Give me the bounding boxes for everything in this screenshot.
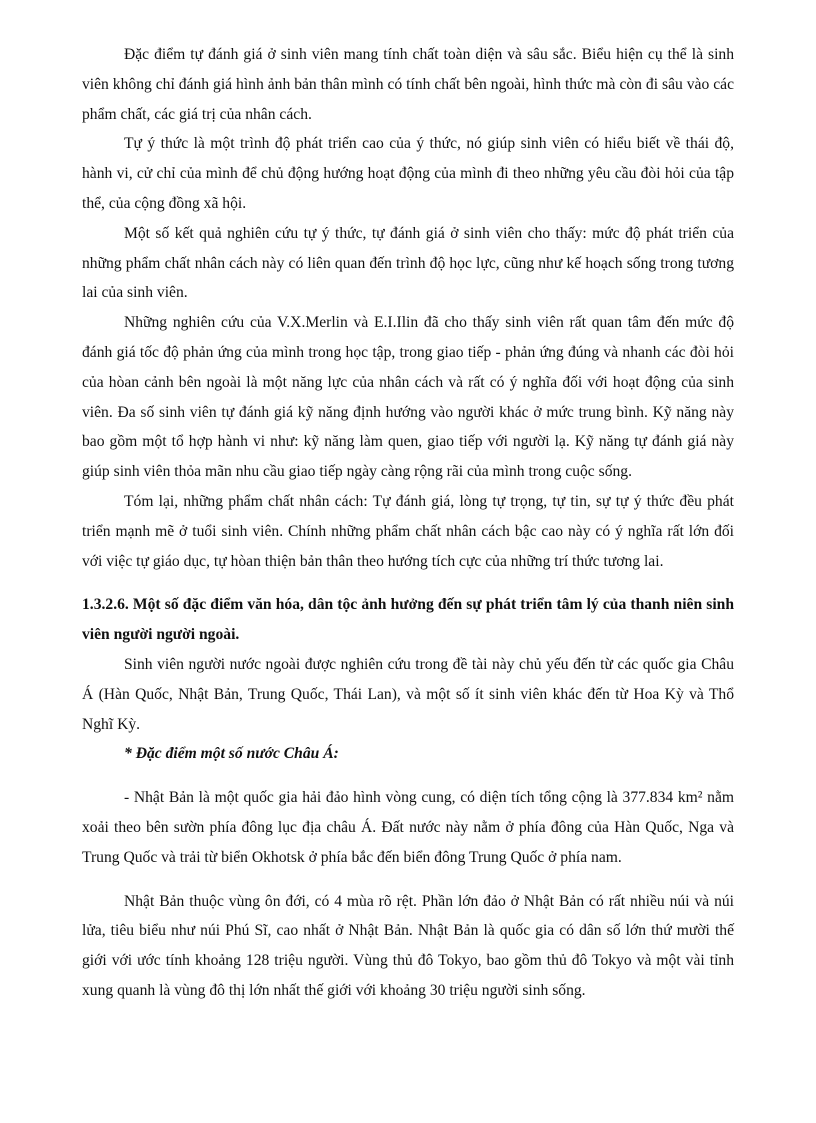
paragraph-research-results: Một số kết quả nghiên cứu tự ý thức, tự đánh giá ở sinh viên cho thấy: mức độ phát triển của những phẩm chất nhân cách này có liên quan đến trình độ học lực, cũng như kế hoạch sống trong tương lai của sinh viên. — [82, 224, 734, 302]
subheading-asian-countries: * Đặc điểm một số nước Châu Á: — [124, 745, 339, 763]
paragraph-self-awareness: Tự ý thức là một trình độ phát triển cao của ý thức, nó giúp sinh viên có hiểu biết về thái độ, hành vi, cử chỉ của mình để chủ động hướng hoạt động của mình đi theo những yêu cầu đòi hỏi của tập thể, của cộng đồng xã hội. — [82, 135, 734, 212]
section-heading: 1.3.2.6. Một số đặc điểm văn hóa, dân tộc ảnh hưởng đến sự phát triển tâm lý của thanh niên sinh viên người người ngoài. — [82, 596, 734, 644]
paragraph-self-assessment: Đặc điểm tự đánh giá ở sinh viên mang tính chất toàn diện và sâu sắc. Biểu hiện cụ thể là sinh viên không chỉ đánh giá hình ảnh bản thân mình có tính chất bên ngoài, hình thức mà còn đi sâu vào các phẩm chất, các giá trị của nhân cách. — [82, 46, 734, 123]
paragraph-merlin-ilin: Những nghiên cứu của V.X.Merlin và E.I.Ilin đã cho thấy sinh viên rất quan tâm đến mức độ đánh giá tốc độ phản ứng của mình trong học tập, trong giao tiếp - phản ứng đúng và nhanh các đòi hỏi của hòan cảnh bên ngoài là một năng lực của nhân cách và rất có ý nghĩa đối với hoạt động của sinh viên. Đa số sinh viên tự đánh giá kỹ năng định hướng vào người khác ở mức trung bình. Kỹ năng này bao gồm một tổ hợp hành vi như: kỹ năng làm quen, giao tiếp với người lạ. Kỹ năng tự đánh giá này giúp sinh viên thỏa mãn nhu cầu giao tiếp ngày càng rộng rãi của mình trong cuộc sống. — [82, 314, 734, 481]
document-page — [82, 40, 734, 1006]
paragraph-japan-climate: Nhật Bản thuộc vùng ôn đới, có 4 mùa rõ rệt. Phần lớn đảo ở Nhật Bản có rất nhiều núi và núi lửa, tiêu biểu như núi Phú Sĩ, cao nhất ở Nhật Bản. Nhật Bản là quốc gia có dân số lớn thứ mười thế giới với ước tính khoảng 128 triệu người. Vùng thủ đô Tokyo, bao gồm thủ đô Tokyo và một vài tỉnh xung quanh là vùng đô thị lớn nhất thế giới với khoảng 30 triệu người sinh sống. — [82, 892, 734, 999]
paragraph-foreign-students: Sinh viên người nước ngoài được nghiên cứu trong đề tài này chủ yếu đến từ các quốc gia Châu Á (Hàn Quốc, Nhật Bản, Trung Quốc, Thái Lan), và một số ít sinh viên khác đến từ Hoa Kỳ và Thổ Nghĩ Kỳ. — [82, 655, 734, 733]
paragraph-japan-geography: - Nhật Bản là một quốc gia hải đảo hình vòng cung, có diện tích tổng cộng là 377.834 km² nằm xoải theo bên sườn phía đông lục địa châu Á. Đất nước này nằm ở phía đông của Hàn Quốc, Nga và Trung Quốc và trải từ biển Okhotsk ở phía bắc đến biển đông Trung Quốc ở phía nam. — [82, 789, 734, 866]
paragraph-summary: Tóm lại, những phẩm chất nhân cách: Tự đánh giá, lòng tự trọng, tự tin, sự tự ý thức đều phát triển mạnh mẽ ở tuổi sinh viên. Chính những phẩm chất nhân cách bậc cao này có ý nghĩa rất lớn đối với việc tự giáo dục, tự hòan thiện bản thân theo hướng tích cực của những trí thức tương lai. — [82, 492, 734, 570]
